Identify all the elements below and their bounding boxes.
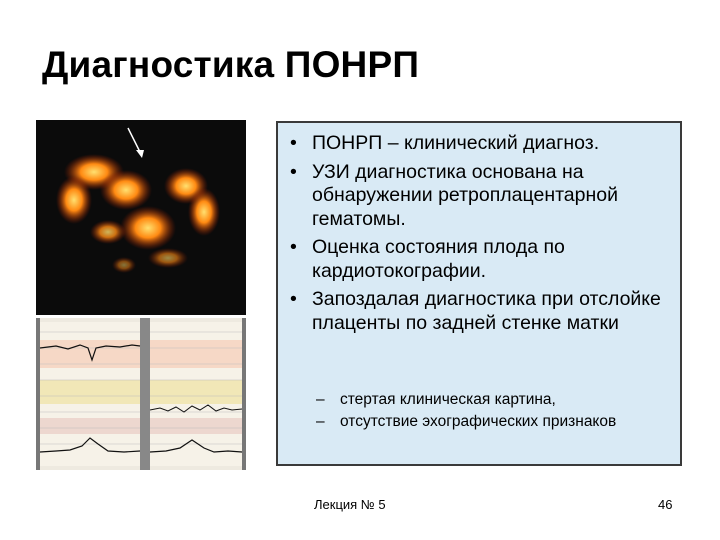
bullet-item: • УЗИ диагностика основана на обнаружении ретроплацентарной гематомы. bbox=[290, 160, 619, 230]
bullet-marker: • bbox=[290, 160, 297, 183]
bullet-item: • Запоздалая диагностика при отслойке плаценты по задней стенке матки bbox=[290, 288, 661, 334]
footer-lecture: Лекция № 5 bbox=[314, 497, 386, 512]
sub-bullet-item: – стертая клиническая картина, bbox=[316, 391, 556, 408]
dash-marker: – bbox=[316, 412, 325, 430]
bullet-item: • ПОНРП – клинический диагноз. bbox=[290, 132, 600, 154]
bullet-marker: • bbox=[290, 288, 297, 310]
sub-bullet-item: – отсутствие эхографических признаков bbox=[316, 412, 617, 430]
dash-marker: – bbox=[316, 391, 325, 408]
ultrasound-image bbox=[36, 120, 246, 315]
footer-page-number: 46 bbox=[658, 497, 673, 512]
bullet-marker: • bbox=[290, 236, 297, 258]
content-textbox bbox=[276, 121, 682, 466]
bullet-list bbox=[288, 132, 678, 340]
sub-bullet-list bbox=[316, 390, 676, 433]
bullet-marker: • bbox=[290, 132, 297, 154]
slide-title: Диагностика ПОНРП bbox=[42, 44, 420, 85]
bullet-item: • Оценка состояния плода по кардиотокографии. bbox=[290, 236, 565, 282]
cardiotocography-image bbox=[36, 318, 246, 470]
